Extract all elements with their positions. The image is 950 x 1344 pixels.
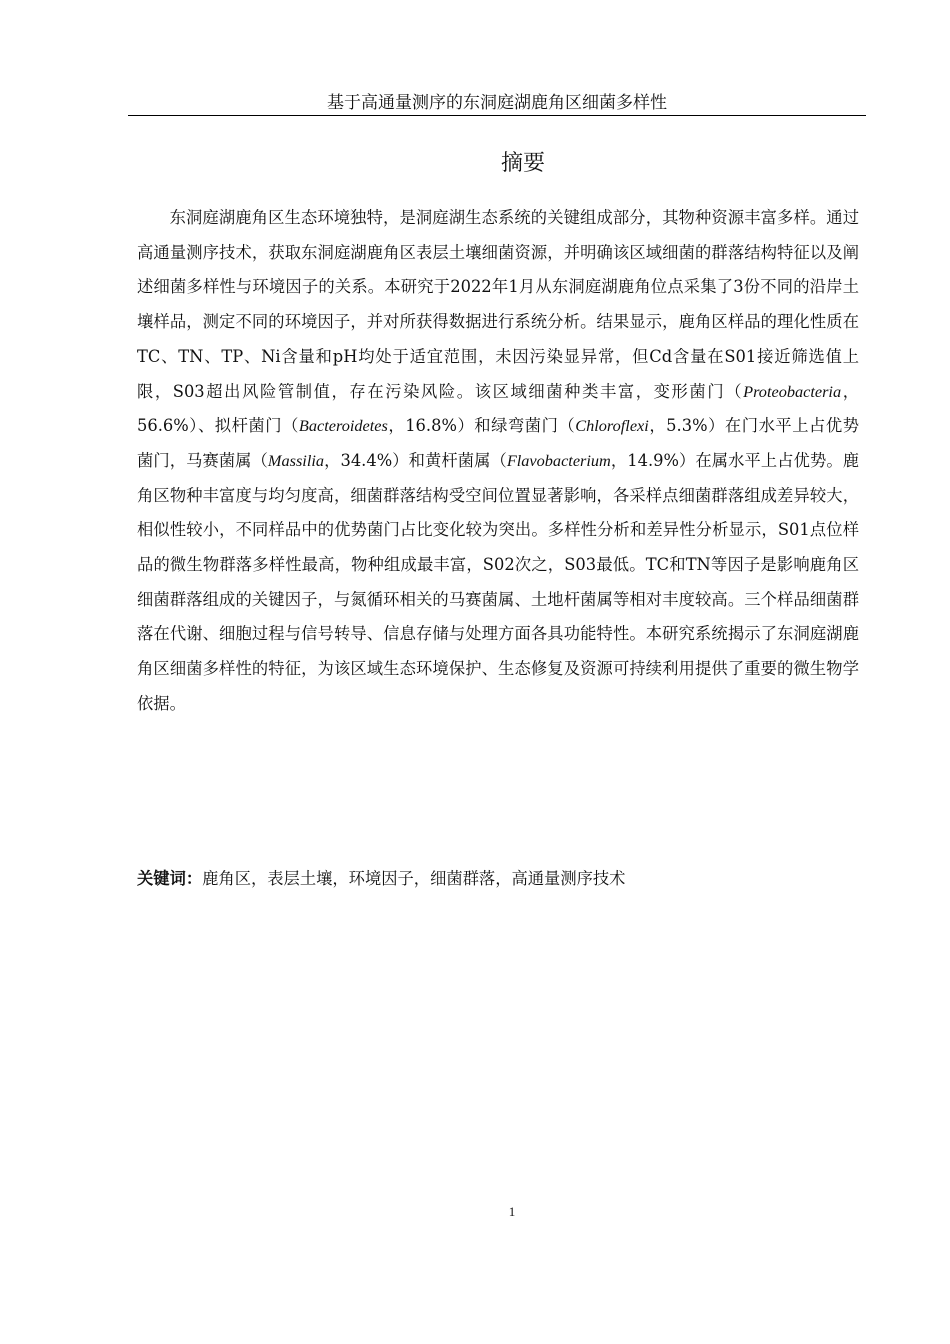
header-rule (128, 115, 866, 116)
abstract-text-1: 东洞庭湖鹿角区生态环境独特，是洞庭湖生态系统的关键组成部分，其物种资源丰富多样。通过高通量测序技术，获取东洞庭湖鹿角区表层土壤细菌资源，并明确该区域细菌的群落结构特征以及阐述细菌多样性与环境因子的关系。本研究于2022年1月从东洞庭湖鹿角位点采集了3份不同的沿岸土壤样品，测定不同的环境因子，并对所获得数据进行系统分析。结果显示，鹿角区样品的理化性质在TC、TN、TP、Ni含量和pH均处于适宜范围，未因污染显异常，但Cd含量在S01接近筛选值上限，S03超出风险管制值，存在污染风险。该区域细菌种类丰富，变形菌门（ (137, 208, 859, 401)
keywords-line (137, 862, 859, 896)
abstract-text-3: ，16.8%）和绿弯菌门（ (387, 416, 576, 436)
taxon-bacteroidetes: Bacteroidetes (298, 416, 388, 436)
keywords-label: 关键词： (137, 869, 203, 888)
section-title: 摘要 (500, 151, 545, 176)
abstract-text-6: ，14.9%）在属水平上占优势。鹿角区物种丰富度与均匀度高，细菌群落结构受空间位置显著影响，各采样点细菌群落组成差异较大，相似性较小，不同样品中的优势菌门占比变化较为突出。多样性分析和差异性分析显示，S01点位样品的微生物群落多样性最高，物种组成最丰富，S02次之，S03最低。TC和TN等因子是影响鹿角区细菌群落组成的关键因子，与氮循环相关的马赛菌属、土地杆菌属等相对丰度较高。三个样品细菌群落在代谢、细胞过程与信号转导、信息存储与处理方面各具功能特性。本研究系统揭示了东洞庭湖鹿角区细菌多样性的特征，为该区域生态环境保护、生态修复及资源可持续利用提供了重要的微生物学依据。 (137, 450, 859, 713)
taxon-massilia: Massilia (267, 450, 325, 470)
abstract-text-4: ，5.3%）在门水平上占优势菌门，马赛菌属（ (137, 416, 859, 470)
page-number: 1 (508, 1204, 516, 1219)
abstract-text-2: ，56.6%）、拟杆菌门（ (137, 381, 859, 436)
abstract-text-5: ，34.4%）和黄杆菌属（ (324, 450, 507, 470)
keywords-value: 鹿角区，表层土壤，环境因子，细菌群落，高通量测序技术 (202, 869, 626, 888)
taxon-proteobacteria: Proteobacteria (743, 381, 842, 401)
running-header: 基于高通量测序的东洞庭湖鹿角区细菌多样性 (327, 93, 667, 113)
taxon-flavobacterium: Flavobacterium (506, 450, 611, 470)
abstract-paragraph (137, 201, 859, 722)
taxon-chloroflexi: Chloroflexi (575, 416, 649, 436)
